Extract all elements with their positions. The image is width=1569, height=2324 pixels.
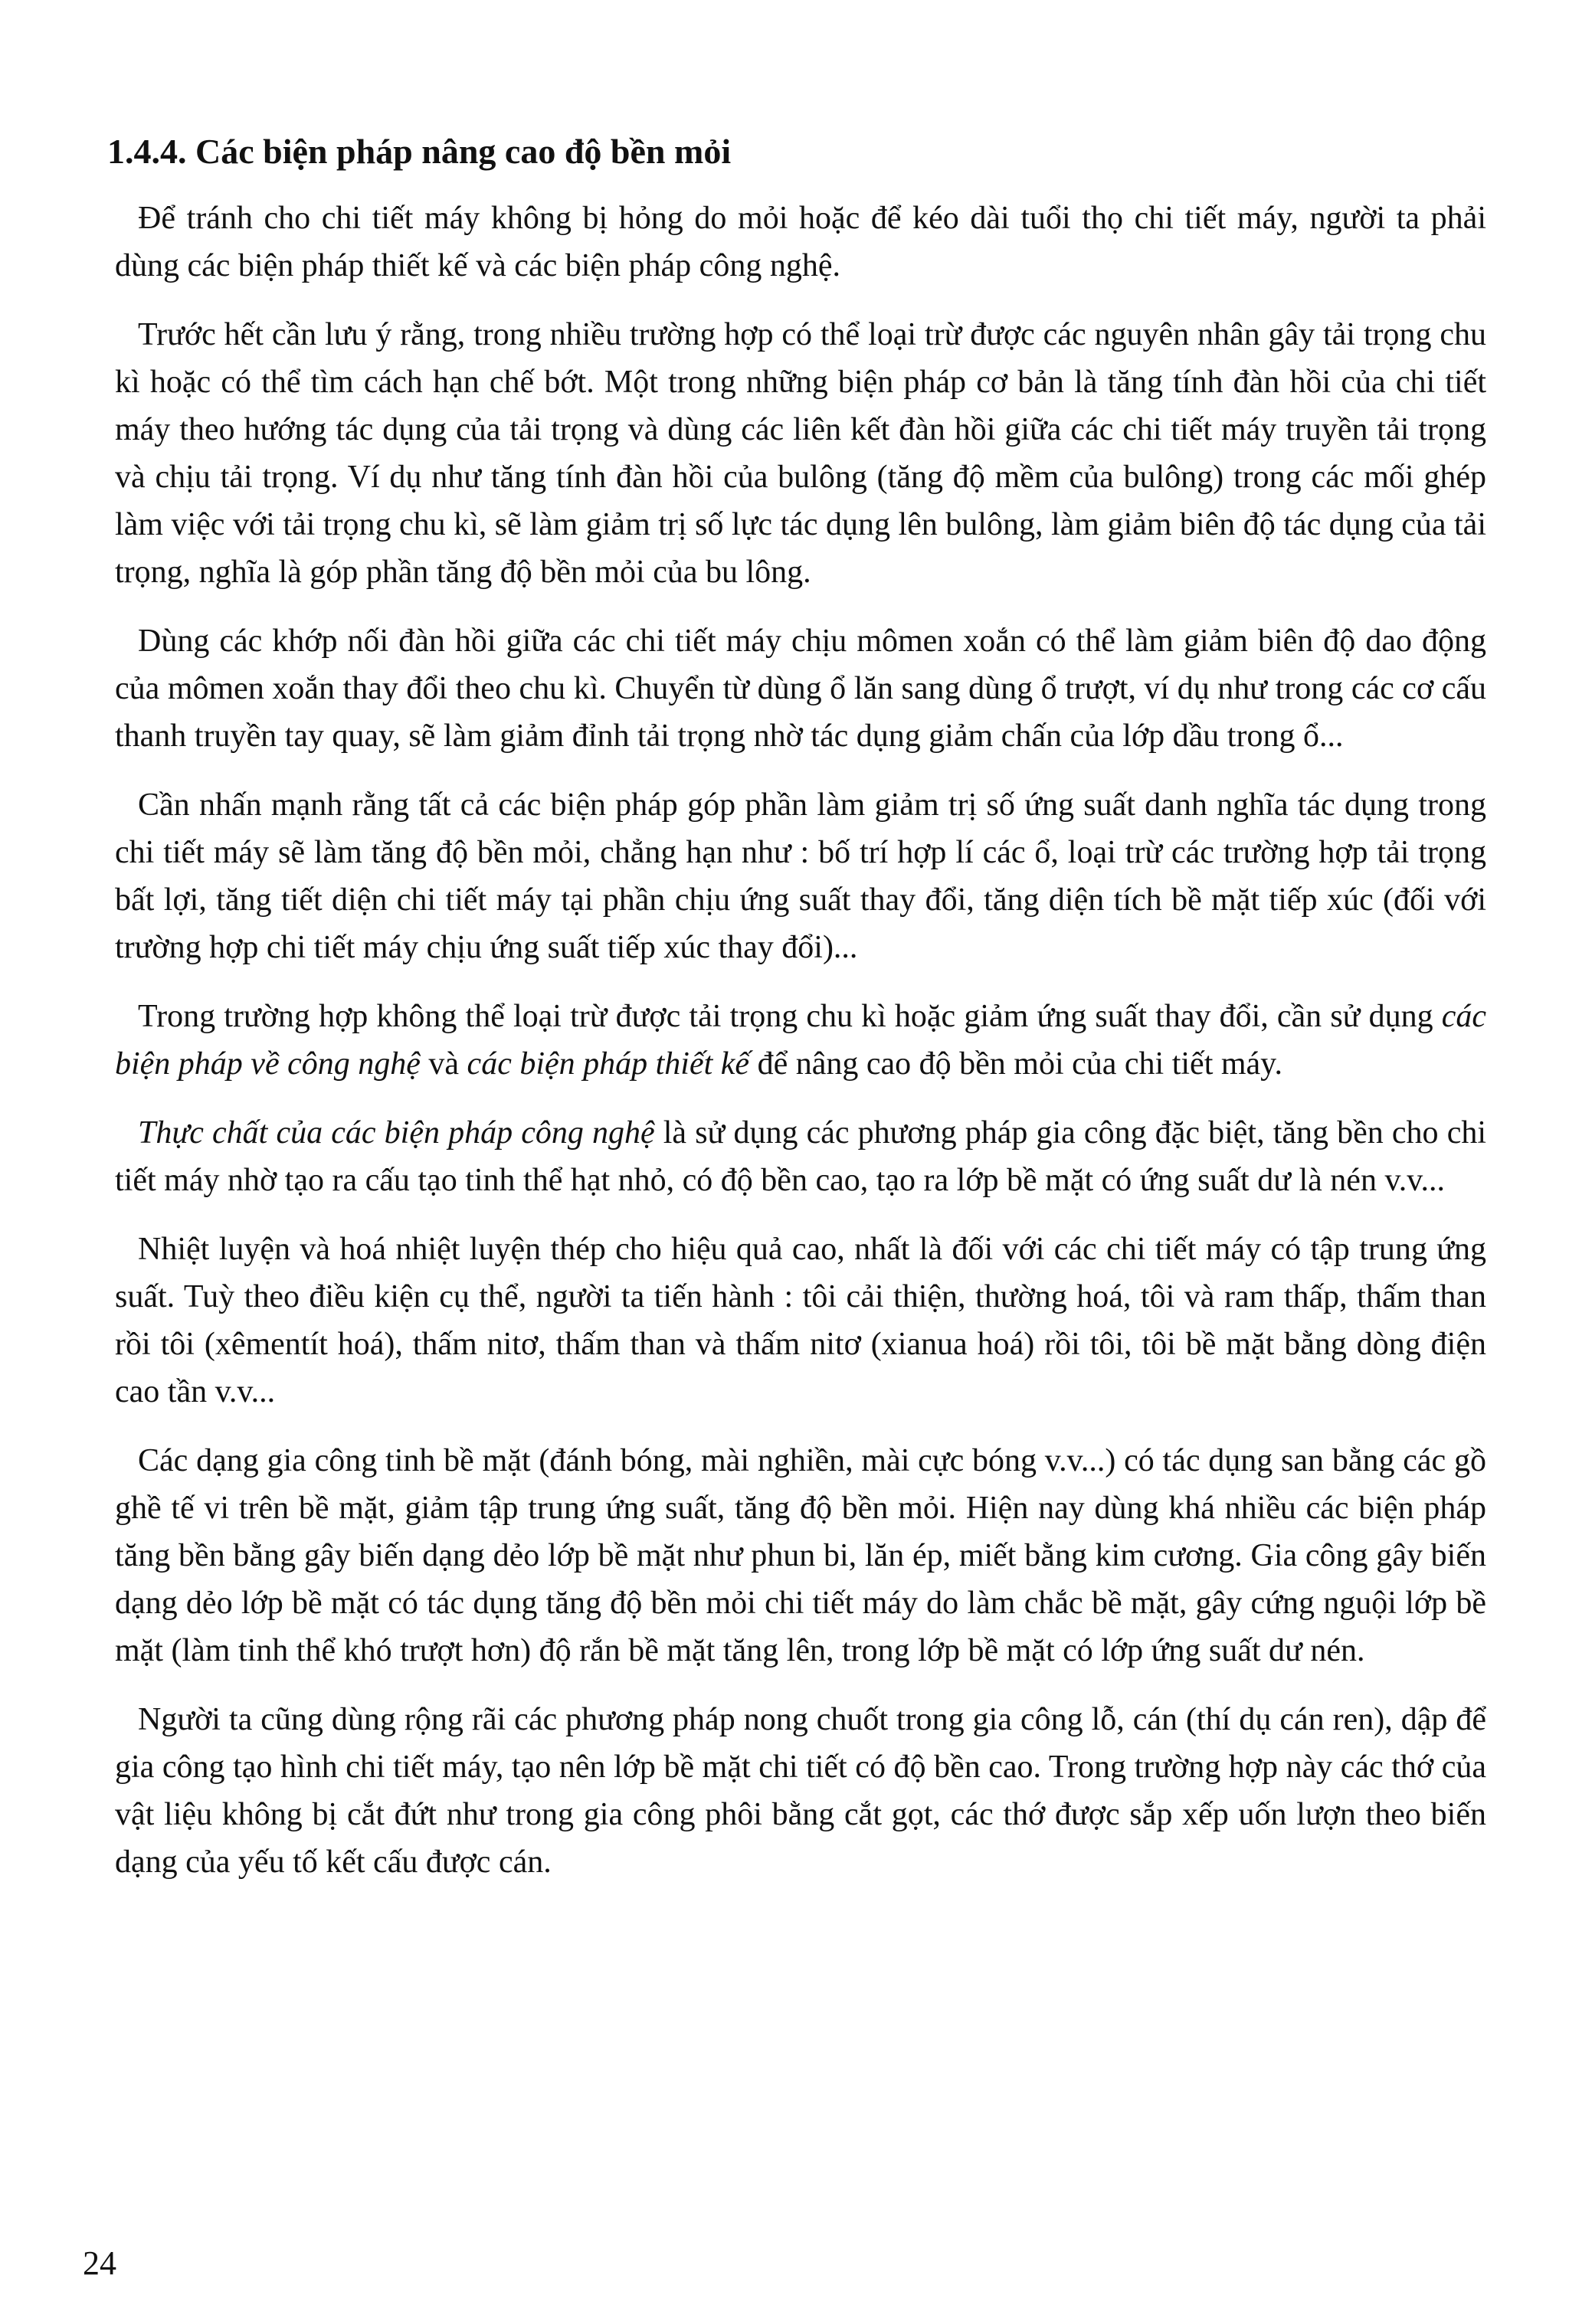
paragraph-6-text	[115, 1109, 1486, 1204]
paragraph-2	[115, 311, 1486, 596]
paragraph-3-text: Dùng các khớp nối đàn hồi giữa các chi tiết máy chịu mômen xoắn có thể làm giảm biên độ dao động của mômen xoắn thay đổi theo chu kì. Chuyển từ dùng ổ lăn sang dùng ổ trượt, ví dụ như trong các cơ cấu thanh truyền tay quay, sẽ làm giảm đỉnh tải trọng nhờ tác dụng giảm chấn của lớp dầu trong ổ...	[115, 624, 1486, 754]
paragraph-1	[115, 195, 1486, 290]
paragraph-9-text: Người ta cũng dùng rộng rãi các phương pháp nong chuốt trong gia công lỗ, cán (thí dụ cán ren), dập để gia công tạo hình chi tiết máy, tạo nên lớp bề mặt chi tiết có độ bền cao. Trong trường hợp này các thớ của vật liệu không bị cắt đứt như trong gia công phôi bằng cắt gọt, các thớ được sắp xếp uốn lượn theo biến dạng của yếu tố kết cấu được cán.	[115, 1702, 1486, 1880]
paragraph-2-text: Trước hết cần lưu ý rằng, trong nhiều trường hợp có thể loại trừ được các nguyên nhân gây tải trọng chu kì hoặc có thể tìm cách hạn chế bớt. Một trong những biện pháp cơ bản là tăng tính đàn hồi của chi tiết máy theo hướng tác dụng của tải trọng và dùng các liên kết đàn hồi giữa các chi tiết máy truyền tải trọng và chịu tải trọng. Ví dụ như tăng tính đàn hồi của bulông (tăng độ mềm của bulông) trong các mối ghép làm việc với tải trọng chu kì, sẽ làm giảm trị số lực tác dụng lên bulông, làm giảm biên độ tác dụng của tải trọng, nghĩa là góp phần tăng độ bền mỏi của bu lông.	[115, 317, 1486, 590]
paragraph-5-part-3: để nâng cao độ bền mỏi của chi tiết máy.	[749, 1046, 1282, 1082]
paragraph-6-italic-lead: Thực chất của các biện pháp công nghệ	[138, 1115, 655, 1151]
paragraph-8-text: Các dạng gia công tinh bề mặt (đánh bóng, mài nghiền, mài cực bóng v.v...) có tác dụng san bằng các gồ ghề tế vi trên bề mặt, giảm tập trung ứng suất, tăng độ bền mỏi. Hiện nay dùng khá nhiều các biện pháp tăng bền bằng gây biến dạng dẻo lớp bề mặt như phun bi, lăn ép, miết bằng kim cương. Gia công gây biến dạng dẻo lớp bề mặt có tác dụng tăng độ bền mỏi chi tiết máy do làm chắc bề mặt, gây cứng nguội lớp bề mặt (làm tinh thể khó trượt hơn) độ rắn bề mặt tăng lên, trong lớp bề mặt có lớp ứng suất dư nén.	[115, 1443, 1486, 1668]
paragraph-6-body: là sử dụng các phương pháp gia công đặc biệt, tăng bền cho chi tiết máy nhờ tạo ra cấu tạo tinh thể hạt nhỏ, có độ bền cao, tạo ra lớp bề mặt có ứng suất dư là nén v.v...	[115, 1115, 1486, 1198]
paragraph-5-part-2: và	[420, 1046, 467, 1082]
page-number: 24	[83, 2244, 116, 2282]
paragraph-5-part-1: Trong trường hợp không thể loại trừ được tải trọng chu kì hoặc giảm ứng suất thay đổi, cần sử dụng	[138, 999, 1442, 1034]
paragraph-4-text: Cần nhấn mạnh rằng tất cả các biện pháp góp phần làm giảm trị số ứng suất danh nghĩa tác dụng trong chi tiết máy sẽ làm tăng độ bền mỏi, chẳng hạn như : bố trí hợp lí các ổ, loại trừ các trường hợp tải trọng bất lợi, tăng tiết diện chi tiết máy tại phần chịu ứng suất thay đổi, tăng diện tích bề mặt tiếp xúc (đối với trường hợp chi tiết máy chịu ứng suất tiếp xúc thay đổi)...	[115, 787, 1486, 965]
paragraph-5	[115, 993, 1486, 1088]
page-content	[107, 129, 1486, 1907]
section-heading: 1.4.4. Các biện pháp nâng cao độ bền mỏi	[107, 132, 732, 171]
paragraph-1-text: Để tránh cho chi tiết máy không bị hỏng do mỏi hoặc để kéo dài tuổi thọ chi tiết máy, người ta phải dùng các biện pháp thiết kế và các biện pháp công nghệ.	[115, 201, 1486, 283]
paragraph-7	[115, 1226, 1486, 1416]
paragraph-8	[115, 1437, 1486, 1674]
paragraph-3	[115, 617, 1486, 760]
paragraph-7-text: Nhiệt luyện và hoá nhiệt luyện thép cho hiệu quả cao, nhất là đối với các chi tiết máy có tập trung ứng suất. Tuỳ theo điều kiện cụ thể, người ta tiến hành : tôi cải thiện, thường hoá, tôi và ram thấp, thấm than rồi tôi (xêmentít hoá), thấm nitơ, thấm than và thấm nitơ (xianua hoá) rồi tôi, tôi bề mặt bằng dòng điện cao tần v.v...	[115, 1232, 1486, 1409]
paragraph-5-italic-technology: các biện pháp về công nghệ	[115, 999, 1486, 1082]
paragraph-9	[115, 1696, 1486, 1886]
paragraph-6	[115, 1109, 1486, 1204]
paragraph-5-text	[115, 993, 1486, 1088]
paragraph-4	[115, 781, 1486, 971]
paragraph-5-italic-design: các biện pháp thiết kế	[467, 1046, 750, 1082]
